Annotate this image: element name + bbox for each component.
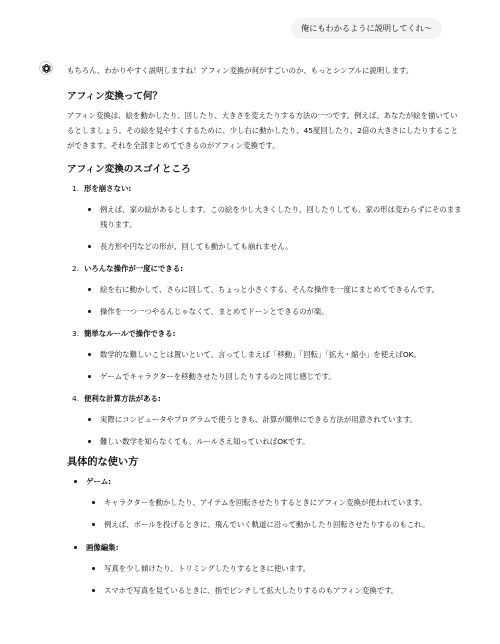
assistant-response: [67, 63, 462, 606]
usage-title: 画像編集:: [86, 543, 119, 552]
item-number: 2.: [72, 264, 80, 273]
heading-what-is-affine: アフィン変換って何？: [67, 91, 163, 102]
advantage-item: [67, 181, 462, 254]
usage-item: [74, 474, 462, 532]
item-title: いろんな操作が一度にできる:: [84, 264, 184, 273]
bullet-text: 例えば、ボールを投げるときに、飛んでいく軌道に沿って動かしたり回転させたりするのもこれ。: [92, 517, 462, 532]
bullet-text: 写真を少し傾けたり、トリミングしたりするときに使います。: [92, 561, 462, 576]
paragraph-affine-definition: アフィン変換は、絵を動かしたり、回したり、大きさを変えたりする方法の一つです。例えば、あなたが絵を描いているとしましょう。その絵を見やすくするために、少し右に動かしたり、45度回したり、2倍の大きさにしたりすることができます。それを全部まとめてできるのがアフィン変換です。: [67, 111, 459, 150]
item-title: 簡単なルールで操作できる:: [84, 329, 176, 338]
item-number: 3.: [72, 329, 80, 338]
item-title: 形を崩さない:: [84, 184, 132, 193]
bullet-text: 操作を一つ一つやるんじゃなくて、まとめてドーンとできるのが楽。: [88, 304, 462, 319]
bullet-text: 数学的な難しいことは置いといて、言ってしまえば「移動」「回転」「拡大・縮小」を使えばOK。: [88, 347, 462, 362]
user-message-bubble: 俺にもわかるように説明してくれ〜: [291, 18, 442, 39]
usage-item: [74, 540, 462, 598]
heading-usage-examples: 具体的な使い方: [67, 457, 139, 468]
assistant-avatar: [39, 61, 53, 75]
heading-affine-advantages: アフィン変換のスゴイところ: [67, 164, 191, 175]
item-number: 4.: [72, 394, 80, 403]
bullet-text: キャラクターを動かしたり、アイテムを回転させたりするときにアフィン変換が使われています。: [92, 495, 462, 510]
bullet-text: 長方形や円などの形が、回しても動かしても崩れません。: [88, 239, 462, 254]
bullet-text: スマホで写真を見ているときに、指でピンチして拡大したりするのもアフィン変換です。: [92, 583, 462, 598]
bullet-text: ゲームでキャラクターを移動させたり回したりするのと同じ感じです。: [88, 369, 462, 384]
bullet-text: 絵を右に動かして、さらに回して、ちょっと小さくする、そんな操作を一度にまとめてできるんです。: [88, 282, 462, 297]
openai-logo-icon: [41, 63, 52, 74]
advantage-item: [67, 391, 462, 449]
usage-list: [67, 474, 462, 598]
bullet-text: 難しい数学を知らなくても、ルールさえ知っていればOKです。: [88, 434, 462, 449]
advantage-item: [67, 326, 462, 384]
item-number: 1.: [72, 184, 80, 193]
advantage-item: [67, 261, 462, 319]
advantages-list: [67, 181, 462, 449]
usage-title: ゲーム:: [86, 477, 112, 486]
item-title: 便利な計算方法がある:: [84, 394, 161, 403]
bullet-text: 実際にコンピュータやプログラムで使うときも、計算が簡単にできる方法が用意されています。: [88, 412, 462, 427]
bullet-text: 例えば、家の絵があるとします。この絵を少し大きくしたり、回したりしても、家の形は変わらずにそのまま残ります。: [88, 202, 462, 232]
response-intro: もちろん、わかりやすく説明しますね！アフィン変換が何がすごいのか、もっとシンプルに説明します。: [67, 66, 414, 75]
